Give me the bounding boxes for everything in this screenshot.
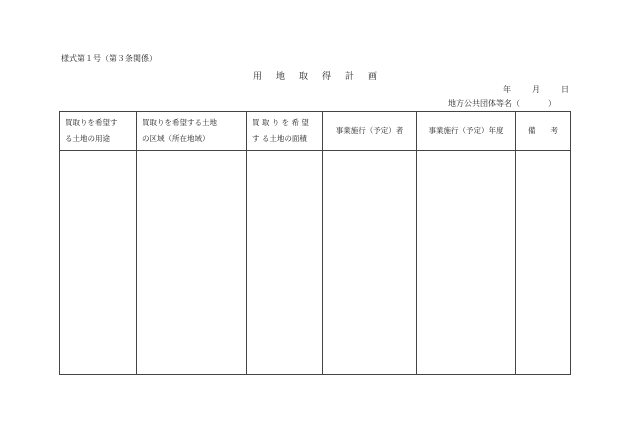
cell-land-use[interactable] xyxy=(60,151,137,375)
header-line: の区域（所在地域） xyxy=(142,134,210,143)
header-line: 買 取 り を 希 望 xyxy=(252,118,309,127)
header-land-area-size xyxy=(247,112,323,151)
date-year: 年 xyxy=(503,85,511,94)
title-char: 得 xyxy=(322,72,332,82)
header-line: 買取りを希望す xyxy=(65,118,118,127)
cell-land-area-location[interactable] xyxy=(137,151,247,375)
header-line: 買取りを希望する土地 xyxy=(142,118,217,127)
header-land-use xyxy=(60,112,137,151)
title-char: 計 xyxy=(345,72,355,82)
header-remarks xyxy=(516,112,571,151)
title-char: 地 xyxy=(275,72,285,82)
title-char: 取 xyxy=(298,72,308,82)
title-char: 用 xyxy=(252,72,262,82)
header-line: る土地の用途 xyxy=(65,134,110,143)
header-land-area-location xyxy=(137,112,247,151)
date-day: 日 xyxy=(561,85,569,94)
authority-label: 地方公共団体等名（ xyxy=(448,99,520,108)
title-char: 画 xyxy=(368,72,378,82)
land-acquisition-table xyxy=(59,111,571,375)
cell-project-year[interactable] xyxy=(417,151,516,375)
authority-close: ） xyxy=(548,99,556,108)
header-line: 事業施行（予定）者 xyxy=(335,126,404,135)
header-line: 事業施行（予定）年度 xyxy=(428,126,504,135)
table-header-row xyxy=(60,112,571,151)
authority-name-line xyxy=(448,98,556,109)
header-line: 備 考 xyxy=(528,126,558,135)
cell-project-executor[interactable] xyxy=(323,151,417,375)
header-project-executor xyxy=(323,112,417,151)
cell-land-area-size[interactable] xyxy=(247,151,323,375)
header-project-year xyxy=(417,112,516,151)
page-title xyxy=(0,69,630,82)
date-month: 月 xyxy=(532,85,540,94)
form-number: 様式第１号（第３条関係） xyxy=(61,54,157,63)
header-line: す る土地の面積 xyxy=(252,134,307,143)
table-row xyxy=(60,151,571,375)
cell-remarks[interactable] xyxy=(516,151,571,375)
